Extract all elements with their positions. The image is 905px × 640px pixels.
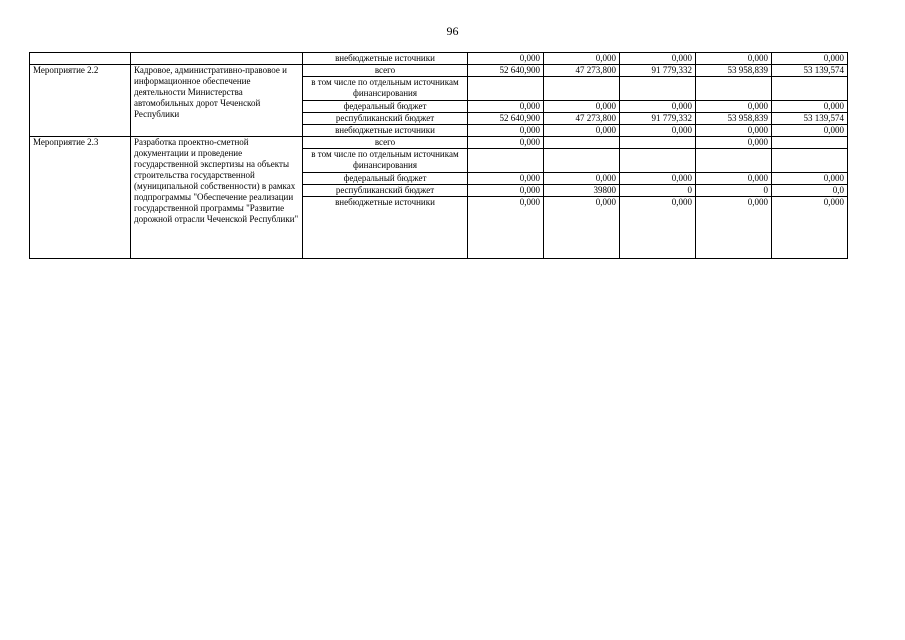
source-cell: федеральный бюджет — [303, 173, 468, 185]
value-cell: 0,000 — [544, 101, 620, 113]
value-cell — [772, 149, 848, 173]
value-cell: 0,000 — [620, 53, 696, 65]
value-cell: 53 139,574 — [772, 65, 848, 77]
value-cell — [468, 77, 544, 101]
budget-table — [29, 52, 848, 259]
value-cell: 0,000 — [696, 173, 772, 185]
value-cell: 0,000 — [696, 125, 772, 137]
measure-cell — [30, 53, 131, 65]
table-row — [30, 137, 848, 149]
value-cell: 91 779,332 — [620, 113, 696, 125]
measure-cell: Мероприятие 2.3 — [30, 137, 131, 259]
value-cell: 47 273,800 — [544, 65, 620, 77]
value-cell: 0,000 — [544, 197, 620, 259]
value-cell: 0,000 — [772, 197, 848, 259]
value-cell: 0,000 — [468, 101, 544, 113]
value-cell: 0,000 — [620, 197, 696, 259]
value-cell: 0,0 — [772, 185, 848, 197]
value-cell — [620, 77, 696, 101]
value-cell: 0,000 — [696, 53, 772, 65]
source-cell: всего — [303, 65, 468, 77]
value-cell: 0,000 — [468, 137, 544, 149]
table-row — [30, 65, 848, 77]
value-cell: 0,000 — [468, 185, 544, 197]
value-cell: 52 640,900 — [468, 65, 544, 77]
value-cell: 0,000 — [468, 125, 544, 137]
source-cell: республиканский бюджет — [303, 113, 468, 125]
value-cell: 0,000 — [544, 173, 620, 185]
value-cell: 0,000 — [620, 101, 696, 113]
page-number: 96 — [446, 24, 459, 38]
value-cell — [544, 77, 620, 101]
value-cell: 47 273,800 — [544, 113, 620, 125]
description-cell — [131, 53, 303, 65]
value-cell: 0,000 — [696, 137, 772, 149]
value-cell — [772, 77, 848, 101]
value-cell: 0,000 — [772, 101, 848, 113]
source-cell: внебюджетные источники — [303, 197, 468, 259]
value-cell: 0,000 — [696, 101, 772, 113]
source-cell: всего — [303, 137, 468, 149]
value-cell — [696, 149, 772, 173]
value-cell — [696, 77, 772, 101]
value-cell: 0,000 — [772, 125, 848, 137]
value-cell — [544, 149, 620, 173]
value-cell: 0,000 — [468, 173, 544, 185]
value-cell: 0,000 — [544, 125, 620, 137]
value-cell: 52 640,900 — [468, 113, 544, 125]
value-cell: 0,000 — [620, 125, 696, 137]
value-cell: 0,000 — [468, 197, 544, 259]
value-cell: 39800 — [544, 185, 620, 197]
measure-cell: Мероприятие 2.2 — [30, 65, 131, 137]
source-cell: республиканский бюджет — [303, 185, 468, 197]
description-cell: Разработка проектно-сметной документации и проведение государственной экспертизы на объекты строительства государственной (муниципальной собственности) в рамках подпрограммы "Обеспечение реализации государственной программы "Развитие дорожной отрасли Чеченской Республики" — [131, 137, 303, 259]
value-cell — [620, 137, 696, 149]
value-cell: 0,000 — [620, 173, 696, 185]
value-cell: 53 958,839 — [696, 65, 772, 77]
table-row — [30, 53, 848, 65]
value-cell: 53 958,839 — [696, 113, 772, 125]
value-cell: 91 779,332 — [620, 65, 696, 77]
value-cell: 0,000 — [772, 173, 848, 185]
value-cell — [772, 137, 848, 149]
value-cell: 53 139,574 — [772, 113, 848, 125]
value-cell: 0 — [620, 185, 696, 197]
value-cell: 0,000 — [468, 53, 544, 65]
value-cell — [620, 149, 696, 173]
value-cell: 0,000 — [544, 53, 620, 65]
source-cell: федеральный бюджет — [303, 101, 468, 113]
value-cell: 0,000 — [772, 53, 848, 65]
source-cell: в том числе по отдельным источникам финансирования — [303, 77, 468, 101]
description-cell: Кадровое, административно-правовое и информационное обеспечение деятельности Министерства автомобильных дорот Чеченской Республики — [131, 65, 303, 137]
value-cell: 0 — [696, 185, 772, 197]
value-cell — [468, 149, 544, 173]
value-cell: 0,000 — [696, 197, 772, 259]
value-cell — [544, 137, 620, 149]
source-cell: внебюджетные источники — [303, 53, 468, 65]
source-cell: в том числе по отдельным источникам финансирования — [303, 149, 468, 173]
source-cell: внебюджетные источники — [303, 125, 468, 137]
